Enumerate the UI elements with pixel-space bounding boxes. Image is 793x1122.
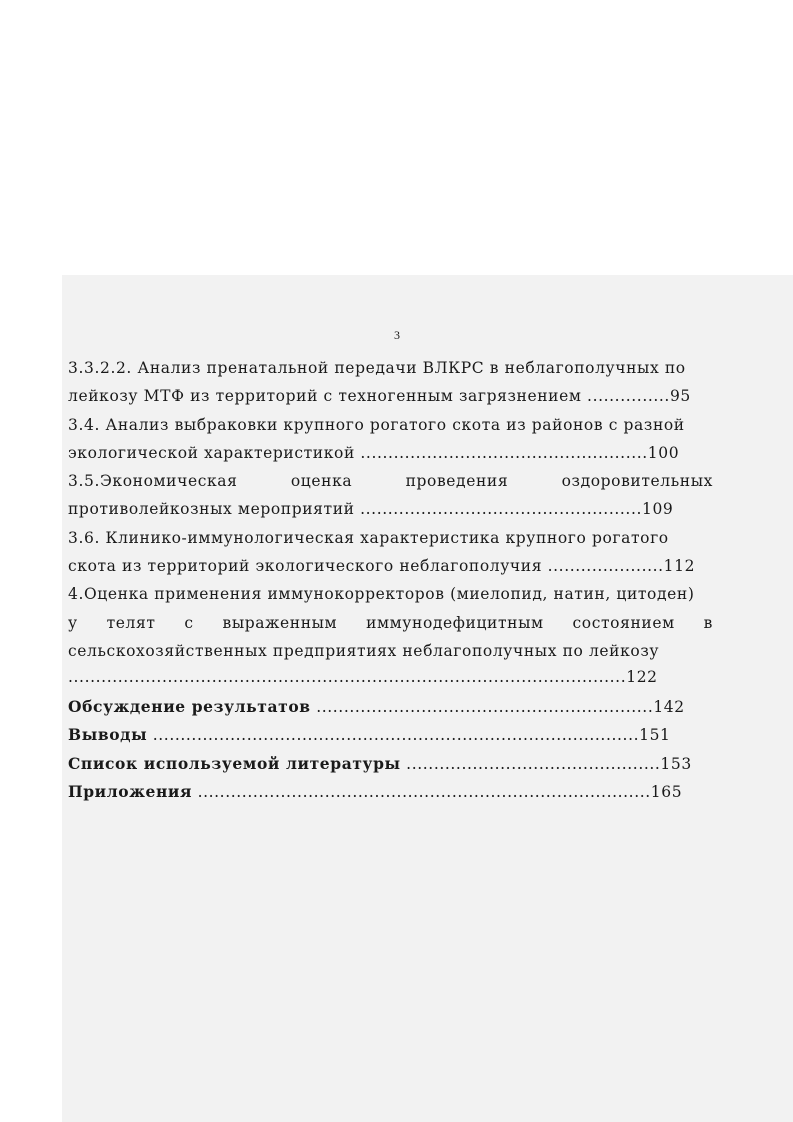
- toc-word: оценка: [290, 472, 353, 490]
- toc-entry-4-line1: 4.Оценка применения иммунокорректоров (миелопид, натин, цитоден): [68, 585, 695, 603]
- toc-entry-label: Список используемой литературы: [68, 754, 401, 773]
- toc-entry-3-3-2-2-line1: 3.3.2.2. Анализ пренатальной передачи ВЛКРС в неблагополучных по: [68, 359, 686, 377]
- toc-word: состоянием: [572, 614, 675, 632]
- toc-entry-discussion: [68, 697, 793, 717]
- toc-entry-dots: ..................................................................................165: [192, 783, 683, 801]
- toc-word: с: [184, 614, 194, 632]
- toc-entry-dots: .............................................................142: [310, 698, 685, 716]
- toc-word: в: [703, 614, 713, 632]
- toc-entry-3-6-line1: 3.6. Клинико-иммунологическая характеристика крупного рогатого: [68, 529, 669, 547]
- toc-word: выраженным: [222, 614, 338, 632]
- toc-entry-3-3-2-2-line2: лейкозу МТФ из территорий с техногенным загрязнением ...............95: [68, 387, 691, 405]
- toc-entry-3-4-line2: экологической характеристикой ....................................................100: [68, 444, 680, 462]
- toc-entry-conclusions: [68, 725, 793, 745]
- toc-entry-3-6-line2: скота из территорий экологического неблагополучия .....................112: [68, 557, 696, 575]
- toc-entry-4-line3: сельскохозяйственных предприятиях неблагополучных по лейкозу: [68, 642, 660, 660]
- toc-word: оздоровительных: [561, 472, 713, 490]
- toc-word: телят: [106, 614, 156, 632]
- toc-entry-label: Обсуждение результатов: [68, 697, 311, 716]
- toc-word: 3.5.Экономическая: [68, 472, 238, 490]
- toc-entry-label: Приложения: [68, 782, 193, 801]
- toc-entry-3-4-line1: 3.4. Анализ выбраковки крупного рогатого скота из районов с разной: [68, 416, 685, 434]
- toc-entry-appendices: [68, 782, 793, 802]
- toc-entry-3-5-line1: [68, 471, 713, 491]
- toc-entry-dots: ..............................................153: [400, 755, 692, 773]
- toc-word: иммунодефицитным: [366, 614, 544, 632]
- page-number: 3: [394, 328, 400, 342]
- toc-word: проведения: [405, 472, 509, 490]
- toc-entry-4-line2: [68, 613, 713, 633]
- toc-entry-4-line4: .....................................................................................................122: [68, 668, 658, 686]
- toc-entry-dots: ........................................................................................151: [147, 726, 671, 744]
- toc-entry-label: Выводы: [68, 725, 148, 744]
- toc-word: у: [68, 614, 78, 632]
- toc-entry-references: [68, 754, 793, 774]
- toc-entry-3-5-line2: противолейкозных мероприятий ...................................................109: [68, 500, 674, 518]
